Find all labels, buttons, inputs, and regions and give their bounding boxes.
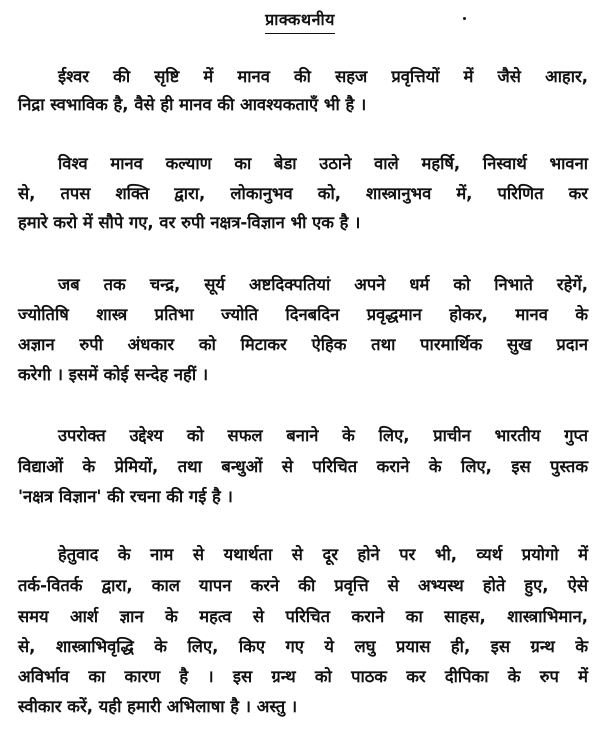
paragraph-3-line-3: अज्ञान रुपी अंधकार को मिटाकर ऐहिक तथा पारमार्थिक सुख प्रदान (18, 335, 588, 354)
paragraph-2-line-3: हमारे करो में सौपे गए, वर रुपी नक्षत्र-विज्ञान भी एक है । (18, 213, 361, 232)
paragraph-1-line-1: ईश्वर की सृष्टि में मानव की सहज प्रवृत्तियों में जैसे आहार, (58, 67, 588, 86)
paragraph-3-line-4: करेगी । इसमें कोई सन्देह नहीं । (18, 365, 209, 384)
ink-dot-mark (463, 17, 466, 20)
paragraph-2-line-2: से, तपस शक्ति द्वारा, लोकानुभव को, शास्त्रानुभव में, परिणित कर (18, 184, 588, 203)
paragraph-5-line-1: हेतुवाद के नाम से यथार्थता से दूर होने पर भी, व्यर्थ प्रयोगो में (58, 545, 588, 564)
paragraph-5-line-6: स्वीकार करें, यही हमारी अभिलाषा है । अस्तु । (18, 697, 298, 716)
paragraph-5-line-4: से, शास्त्राभिवृद्धि के लिए, किए गए ये लघु प्रयास ही, इस ग्रन्थ के (18, 637, 588, 656)
paragraph-5-line-3: समय आर्श ज्ञान के महत्व से परिचित कराने का साहस, शास्त्राभिमान, (18, 607, 588, 626)
paragraph-4-line-2: विद्याओं के प्रेमियों, तथा बन्धुओं से परिचित कराने के लिए, इस पुस्तक (18, 457, 588, 476)
paragraph-3-line-1: जब तक चन्द्र, सूर्य अष्टदिक्पतियां अपने धर्म को निभाते रहेगें, (58, 275, 588, 294)
paragraph-2-line-1: विश्व मानव कल्याण का बेडा उठाने वाले महर्षि, निस्वार्थ भावना (58, 154, 588, 173)
paragraph-4-line-1: उपरोक्त उद्देश्य को सफल बनाने के लिए, प्राचीन भारतीय गुप्त (58, 426, 588, 445)
paragraph-4-line-3: 'नक्षत्र विज्ञान' की रचना की गई है । (18, 487, 233, 506)
page-title (0, 8, 600, 34)
paragraph-5-line-2: तर्क-वितर्क द्वारा, काल यापन करने की प्रवृत्ति से अभ्यस्थ होते हुए, ऐसे (18, 576, 588, 595)
paragraph-3-line-2: ज्योतिषि शास्त्र प्रतिभा ज्योति दिनबदिन प्रवृद्धमान होकर, मानव के (18, 305, 588, 324)
paragraph-1-line-2: निद्रा स्वभाविक है, वैसे ही मानव की आवश्यकताएँ भी है । (18, 95, 367, 114)
page-title-text: प्राक्कथनीय (265, 8, 335, 34)
paragraph-5-line-5: अविर्भाव का कारण है । इस ग्रन्थ को पाठक कर दीपिका के रुप में (18, 667, 588, 686)
